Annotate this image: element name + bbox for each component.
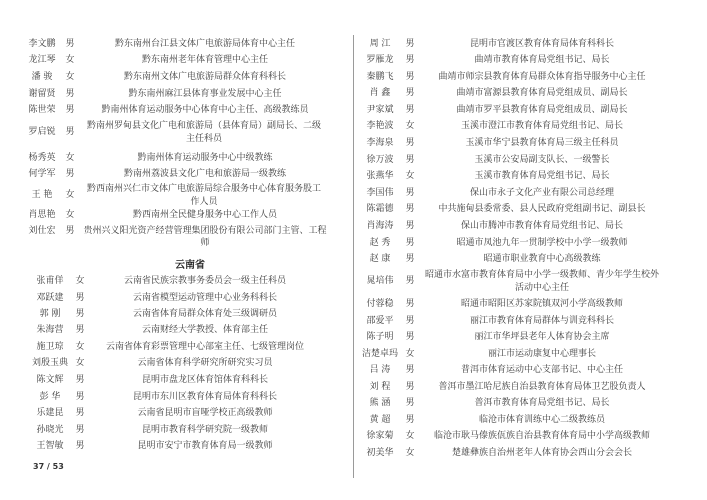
person-name: 陈霜德 [366, 204, 394, 214]
left-column-yunnan [0, 0, 352, 500]
person-gender: 男 [405, 72, 415, 82]
person-name: 刘殷玉典 [31, 358, 68, 368]
person-title: 昭通市职业教育中心高级教练 [483, 254, 601, 264]
person-gender: 男 [405, 204, 415, 214]
person-title: 昆明市官渡区教育体育局体育科科长 [469, 39, 614, 49]
person-title: 黔南州体育运动服务中心体育中心主任、高级教练员 [101, 105, 309, 115]
person-title: 昭通市水富市教育体育局中小学一级教师、青少年学生校外活动中心主任 [424, 270, 659, 293]
person-gender: 女 [65, 210, 75, 220]
person-gender: 男 [405, 138, 415, 148]
person-title: 普洱市墨江哈尼族自治县教育体育局体卫艺股负责人 [438, 382, 646, 392]
person-name: 张燕华 [366, 171, 394, 181]
person-gender: 男 [65, 105, 75, 115]
section-header-yunnan: 云南省 [175, 260, 205, 271]
person-name: 罗雁龙 [366, 55, 394, 65]
person-name: 张甫佯 [36, 276, 64, 286]
person-gender: 男 [405, 382, 415, 392]
person-title: 云南省民族宗教事务委员会一级主任科员 [123, 276, 286, 286]
person-title: 保山市腾冲市教育体育局党组书记、局长 [460, 221, 623, 231]
person-gender: 男 [405, 155, 415, 165]
person-name: 乐建昆 [36, 408, 64, 418]
person-gender: 女 [405, 431, 415, 441]
person-name: 何学军 [28, 169, 56, 179]
person-title: 黔东南州麻江县体育事业发展中心主任 [128, 89, 282, 99]
person-gender: 男 [75, 309, 85, 319]
person-gender: 女 [75, 276, 85, 286]
person-name: 付蓉稳 [366, 299, 394, 309]
person-name: 刘仕宏 [28, 226, 56, 236]
person-title: 昆明市东川区教育体育局体育科科长 [132, 392, 277, 402]
person-title: 普洱市体育运动中心支部书记、中心主任 [460, 365, 623, 375]
person-title: 保山市永子文化产业有限公司总经理 [469, 188, 614, 198]
person-title: 丽江市运动康复中心理事长 [487, 349, 596, 359]
person-name: 潘 骏 [31, 72, 53, 82]
person-name: 洁楚卓玛 [361, 349, 398, 359]
person-name: 李文鹏 [28, 39, 56, 49]
person-title: 黔西南州兴仁市文体广电旅游局综合服务中心体育服务股工作人员 [86, 184, 321, 207]
person-title: 玉溪市教育体育局党组书记、局长 [474, 171, 610, 181]
person-title: 玉溪市华宁县教育体育局三级主任科员 [465, 138, 619, 148]
person-gender: 男 [75, 375, 85, 385]
person-gender: 女 [405, 171, 415, 181]
person-name: 杨秀英 [28, 153, 56, 163]
person-gender: 女 [405, 121, 415, 131]
person-gender: 男 [65, 226, 75, 236]
person-gender: 男 [405, 238, 415, 248]
person-title: 贵州兴义阳光资产经营管理集团股份有限公司部门主管、工程师 [83, 226, 327, 248]
person-gender: 男 [65, 39, 75, 49]
person-title: 玉溪市澄江市教育体育局党组书记、局长 [460, 121, 623, 131]
person-name: 陈文辉 [36, 375, 64, 385]
person-title: 昆明市盘龙区体育馆体育科科长 [141, 375, 268, 385]
person-gender: 男 [75, 293, 85, 303]
person-gender: 女 [75, 342, 85, 352]
person-gender: 男 [405, 299, 415, 309]
person-gender: 男 [405, 55, 415, 65]
person-gender: 男 [405, 254, 415, 264]
person-name: 肖海涛 [366, 221, 394, 231]
person-name: 陈子明 [366, 332, 394, 342]
person-gender: 男 [405, 316, 415, 326]
person-title: 云南省体育局群众体育处三级调研员 [132, 309, 277, 319]
person-name: 徐万波 [366, 155, 394, 165]
person-name: 李艳波 [366, 121, 394, 131]
person-title: 曲靖市教育体育局党组书记、局长 [474, 55, 610, 65]
person-gender: 女 [65, 153, 75, 163]
person-name: 谢留贤 [28, 89, 56, 99]
person-gender: 男 [75, 425, 85, 435]
person-title: 楚雄彝族自治州老年人体育协会西山分会会长 [451, 448, 632, 458]
person-gender: 男 [75, 441, 85, 451]
person-title: 普洱市教育体育局党组书记、局长 [474, 398, 610, 408]
person-title: 丽江市华坪县老年人体育协会主席 [474, 332, 610, 342]
person-name: 赵 秀 [369, 238, 391, 248]
person-name: 吕 涛 [369, 365, 391, 375]
person-name: 肖思艳 [28, 210, 56, 220]
person-name: 邓跃建 [36, 293, 64, 303]
person-title: 曲靖市罗平县教育体育局党组成员、副局长 [456, 105, 628, 115]
person-name: 熊 涵 [369, 398, 391, 408]
person-name: 陈世荣 [28, 105, 56, 115]
person-gender: 男 [405, 188, 415, 198]
person-gender: 女 [405, 448, 415, 458]
person-gender: 男 [405, 365, 415, 375]
person-gender: 女 [75, 358, 85, 368]
person-gender: 男 [75, 392, 85, 402]
person-gender: 男 [65, 169, 75, 179]
person-title: 昭通市凤池九年一贯制学校中小学一级教师 [456, 238, 628, 248]
person-title: 昆明市安宁市教育体育局一级教师 [137, 441, 273, 451]
right-column [354, 0, 707, 500]
person-name: 黄 超 [369, 415, 391, 425]
person-title: 黔东南州老年体育管理中心主任 [141, 55, 268, 65]
person-name: 孙晓光 [36, 425, 64, 435]
person-name: 肖 鑫 [369, 88, 391, 98]
person-gender: 男 [65, 89, 75, 99]
person-gender: 男 [405, 105, 415, 115]
person-title: 玉溪市公安局副支队长、一级警长 [474, 155, 610, 165]
person-title: 临沧市体育训练中心二级教练员 [478, 415, 605, 425]
person-gender: 女 [65, 55, 75, 65]
person-name: 郭 刚 [39, 309, 61, 319]
page-number: 37 / 53 [33, 462, 64, 471]
person-title: 黔东南州文体广电旅游局群众体育科科长 [123, 72, 286, 82]
person-name: 彭 华 [39, 392, 61, 402]
person-name: 刘 程 [369, 382, 391, 392]
person-name: 王 艳 [31, 190, 53, 200]
person-name: 王智敏 [36, 441, 64, 451]
person-title: 曲靖市富源县教育体育局党组成员、副局长 [456, 88, 628, 98]
person-title: 黔南州罗甸县文化广电和旅游局（县体育局）副局长、二级主任科员 [86, 121, 321, 144]
person-gender: 女 [405, 349, 415, 359]
person-gender: 男 [405, 415, 415, 425]
person-gender: 男 [405, 332, 415, 342]
person-gender: 男 [405, 221, 415, 231]
person-name: 赵 康 [369, 254, 391, 264]
person-name: 龙江琴 [28, 55, 56, 65]
person-gender: 男 [405, 398, 415, 408]
person-name: 罗启锐 [28, 127, 56, 137]
person-title: 临沧市耿马傣族佤族自治县教育体育局中小学高级教师 [433, 431, 650, 441]
person-title: 曲靖市师宗县教育体育局群众体育指导服务中心主任 [438, 72, 646, 82]
person-title: 黔南州荔波县文化广电和旅游局一级教练 [123, 169, 286, 179]
person-title: 黔西南州全民健身服务中心工作人员 [132, 210, 277, 220]
person-name: 施卫琼 [36, 342, 64, 352]
person-name: 朱海营 [36, 325, 64, 335]
person-name: 邵爱平 [366, 316, 394, 326]
person-title: 云南省体育科学研究所研究实习员 [137, 358, 273, 368]
person-gender: 男 [405, 39, 415, 49]
person-title: 黔东南州台江县文体广电旅游局体育中心主任 [114, 39, 295, 49]
person-title: 云南财经大学教授、体育部主任 [141, 325, 268, 335]
person-name: 李国伟 [366, 188, 394, 198]
person-gender: 男 [65, 127, 75, 137]
person-title: 云南省模型运动管理中心业务科科长 [132, 293, 277, 303]
person-name: 晁培伟 [366, 276, 394, 286]
person-name: 秦鹏飞 [366, 72, 394, 82]
person-title: 云南省昆明市盲哑学校正高级教师 [137, 408, 273, 418]
person-title: 黔南州体育运动服务中心中级教练 [137, 153, 273, 163]
person-name: 周 江 [369, 39, 391, 49]
person-title: 云南省体育彩票管理中心部室主任、七级管理岗位 [105, 342, 304, 352]
person-gender: 男 [405, 276, 415, 286]
person-name: 李海泉 [366, 138, 394, 148]
person-name: 尹家斌 [366, 105, 394, 115]
person-gender: 男 [405, 88, 415, 98]
person-gender: 女 [65, 72, 75, 82]
person-name: 徐家菊 [366, 431, 394, 441]
person-gender: 女 [65, 190, 75, 200]
person-gender: 男 [75, 408, 85, 418]
person-title: 中共施甸县委常委、县人民政府党组副书记、副县长 [438, 204, 646, 214]
person-name: 初美华 [366, 448, 394, 458]
person-gender: 男 [75, 325, 85, 335]
person-title: 昆明市教育科学研究院一级教师 [141, 425, 268, 435]
person-title: 昭通市昭阳区苏家院镇双河小学高级教师 [460, 299, 623, 309]
person-title: 丽江市教育体育局群体与训竞科科长 [469, 316, 614, 326]
